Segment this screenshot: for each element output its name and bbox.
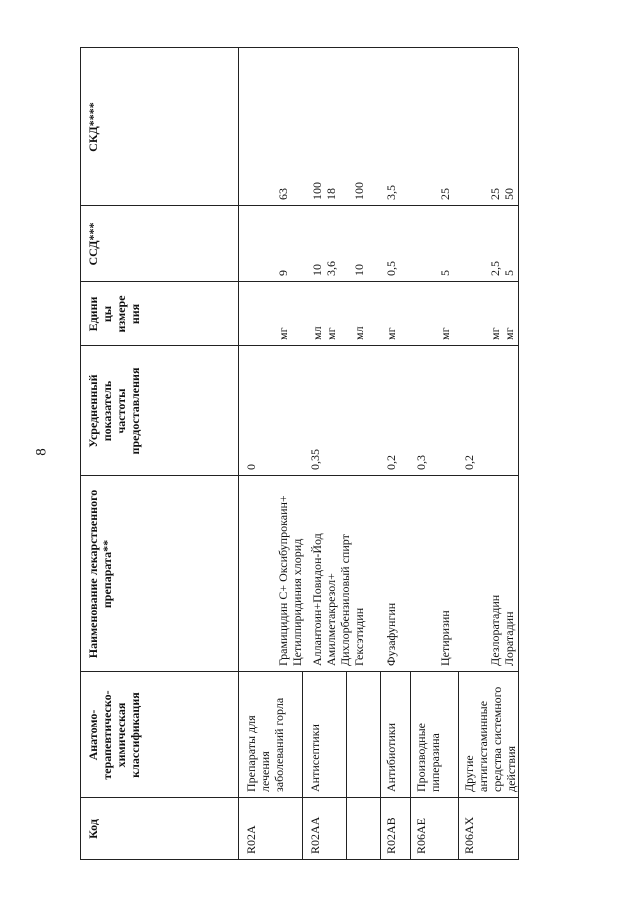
- atc-r02a: Препараты для лечения заболеваний горла: [244, 697, 286, 792]
- header-frequency: Усредненный показатель частоты предоставления: [86, 367, 142, 455]
- freq-r06ax: 0,2: [462, 455, 476, 470]
- drug-gramicidin: Грамицидин С+ Оксибупрокаин+ Цетилпиридиния хлорид: [276, 495, 304, 666]
- unit-geksetidin: мл: [352, 326, 366, 340]
- code-r06ax: R06AX: [462, 816, 476, 854]
- ssd-allantoin: 10: [310, 264, 324, 276]
- freq-r02a: 0: [244, 464, 258, 470]
- atc-r06ae: Производные пиперазина: [414, 723, 442, 792]
- drug-amilmetakrezol: Амилметакрезол+ Дихлорбензиловый спирт: [324, 534, 352, 666]
- skd-allantoin: 100: [310, 182, 324, 200]
- drug-table-region: [80, 48, 518, 860]
- skd-fuzafungin: 3,5: [384, 185, 398, 200]
- freq-r02ab: 0,2: [384, 455, 398, 470]
- unit-fuzafungin: мг: [384, 327, 398, 340]
- freq-r06ae: 0,3: [414, 455, 428, 470]
- drug-table: [80, 48, 518, 860]
- skd-amilmetakrezol: 18: [324, 188, 338, 200]
- drug-loratadin: Лоратадин: [502, 611, 516, 666]
- ssd-loratadin: 5: [502, 270, 516, 276]
- unit-allantoin: мл: [310, 326, 324, 340]
- unit-amilmetakrezol: мг: [324, 327, 338, 340]
- header-skd: СКД****: [86, 102, 100, 152]
- atc-r06ax: Другие антигистаминные средства системного действия: [462, 686, 518, 792]
- header-drug: Наименование лекарственного препарата**: [86, 489, 114, 659]
- skd-dezloratadin: 25: [488, 188, 502, 200]
- drug-allantoin: Аллантоин+Повидон-Йод: [310, 533, 324, 666]
- skd-cetirizin: 25: [438, 188, 452, 200]
- code-r06ae: R06AE: [414, 818, 428, 854]
- ssd-geksetidin: 10: [352, 264, 366, 276]
- unit-gramicidin: мг: [276, 327, 290, 340]
- drug-fuzafungin: Фузафунгин: [384, 602, 398, 666]
- unit-cetirizin: мг: [438, 327, 452, 340]
- freq-r02aa: 0,35: [308, 449, 322, 470]
- page-number: 8: [33, 448, 50, 456]
- drug-geksetidin: Гексэтидин: [352, 607, 366, 666]
- ssd-amilmetakrezol: 3,6: [324, 261, 338, 276]
- drug-cetirizin: Цетиризин: [438, 610, 452, 666]
- ssd-fuzafungin: 0,5: [384, 261, 398, 276]
- code-r02ab: R02AB: [384, 817, 398, 854]
- code-r02aa: R02AA: [308, 816, 322, 854]
- header-unit: Едини цы измере ния: [86, 295, 142, 333]
- unit-loratadin: мг: [502, 327, 516, 340]
- atc-r02ab: Антибиотики: [384, 722, 398, 792]
- code-r02a: R02A: [244, 825, 258, 854]
- skd-gramicidin: 63: [276, 188, 290, 200]
- ssd-cetirizin: 5: [438, 270, 452, 276]
- atc-r02aa: Антисептики: [308, 724, 322, 792]
- skd-loratadin: 50: [502, 188, 516, 200]
- header-atc: Анатомо- терапевтическо- химическая классификация: [86, 690, 142, 780]
- skd-geksetidin: 100: [352, 182, 366, 200]
- unit-dezloratadin: мг: [488, 327, 502, 340]
- drug-dezloratadin: Дезлоратадин: [488, 594, 502, 666]
- ssd-dezloratadin: 2,5: [488, 261, 502, 276]
- header-ssd: ССД***: [86, 222, 100, 266]
- header-code: Код: [86, 819, 100, 839]
- ssd-gramicidin: 9: [276, 270, 290, 276]
